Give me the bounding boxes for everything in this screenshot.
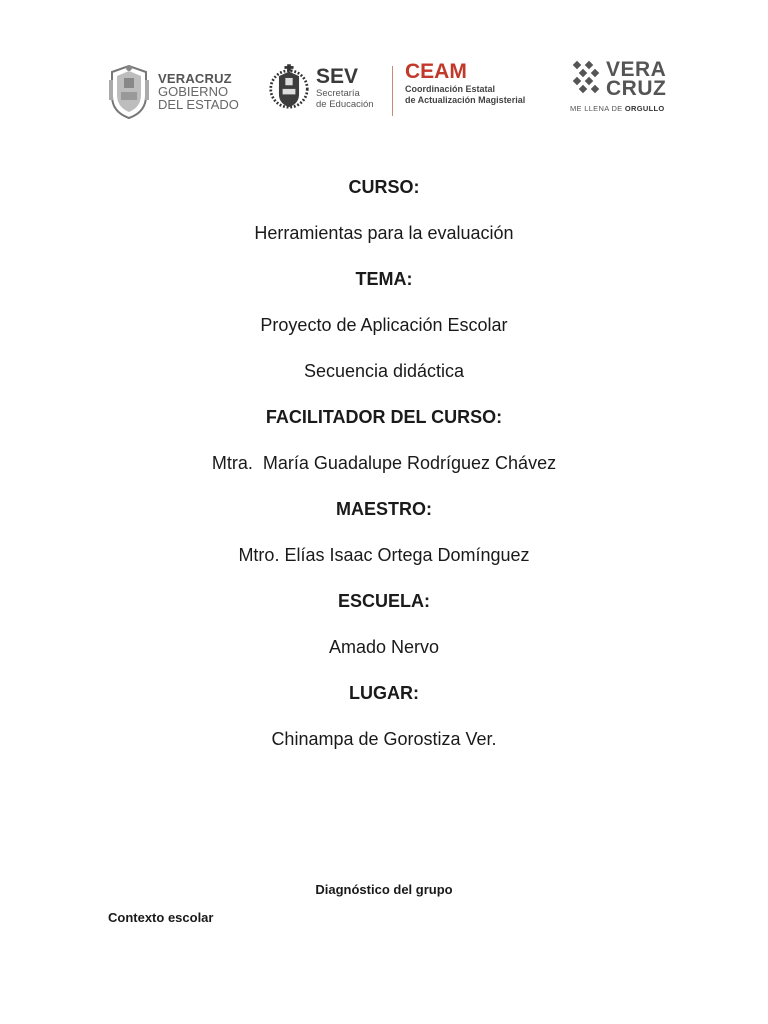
facilitador-heading: FACILITADOR DEL CURSO: [265, 407, 503, 427]
ceam-logo [405, 60, 525, 106]
maestro-value: Mtro. Elías Isaac Ortega Domínguez [238, 545, 530, 565]
veracruz-brand-logo [570, 60, 666, 113]
lugar-heading: LUGAR: [349, 683, 419, 703]
sev-crest-icon [268, 60, 310, 116]
vera-label: VERA [606, 58, 667, 81]
escuela-heading: ESCUELA: [337, 591, 430, 611]
diagnostico-heading: Diagnóstico del grupo [315, 882, 453, 897]
tagline-bold: ORGULLO [624, 104, 665, 113]
sev-name: SEV [316, 65, 359, 88]
logo-divider [392, 66, 393, 116]
del-estado-label: DEL ESTADO [158, 96, 239, 112]
facilitador-value: Mtra. María Guadalupe Rodríguez Chávez [211, 453, 557, 473]
ceam-coordinacion-label: Coordinación Estatal [405, 84, 496, 94]
veracruz-label: VERACRUZ [158, 70, 232, 86]
cruz-label: CRUZ [606, 77, 667, 100]
tagline-prefix: ME LLENA DE [570, 104, 623, 113]
escuela-value: Amado Nervo [328, 637, 440, 657]
maestro-heading: MAESTRO: [336, 499, 432, 519]
pattern-icon [570, 60, 604, 98]
ceam-actualizacion-label: de Actualización Magisterial [405, 95, 526, 105]
contexto-heading: Contexto escolar [108, 910, 214, 925]
sev-secretaria-label: Secretaría [316, 88, 360, 99]
curso-heading: CURSO: [348, 177, 420, 197]
cover-content [0, 170, 768, 768]
tema-subvalue: Secuencia didáctica [303, 361, 465, 381]
curso-value: Herramientas para la evaluación [254, 223, 514, 243]
gobierno-label: GOBIERNO [158, 83, 229, 99]
brand-tagline [570, 104, 666, 113]
lugar-value: Chinampa de Gorostiza Ver. [271, 729, 497, 749]
ceam-name: CEAM [405, 60, 467, 83]
sev-educacion-label: de Educación [316, 99, 374, 110]
header-logos [0, 58, 768, 128]
tema-value: Proyecto de Aplicación Escolar [260, 315, 508, 335]
state-crest-icon [106, 62, 152, 120]
sev-logo [268, 60, 374, 116]
tema-heading: TEMA: [355, 269, 413, 289]
veracruz-government-logo [106, 62, 239, 120]
